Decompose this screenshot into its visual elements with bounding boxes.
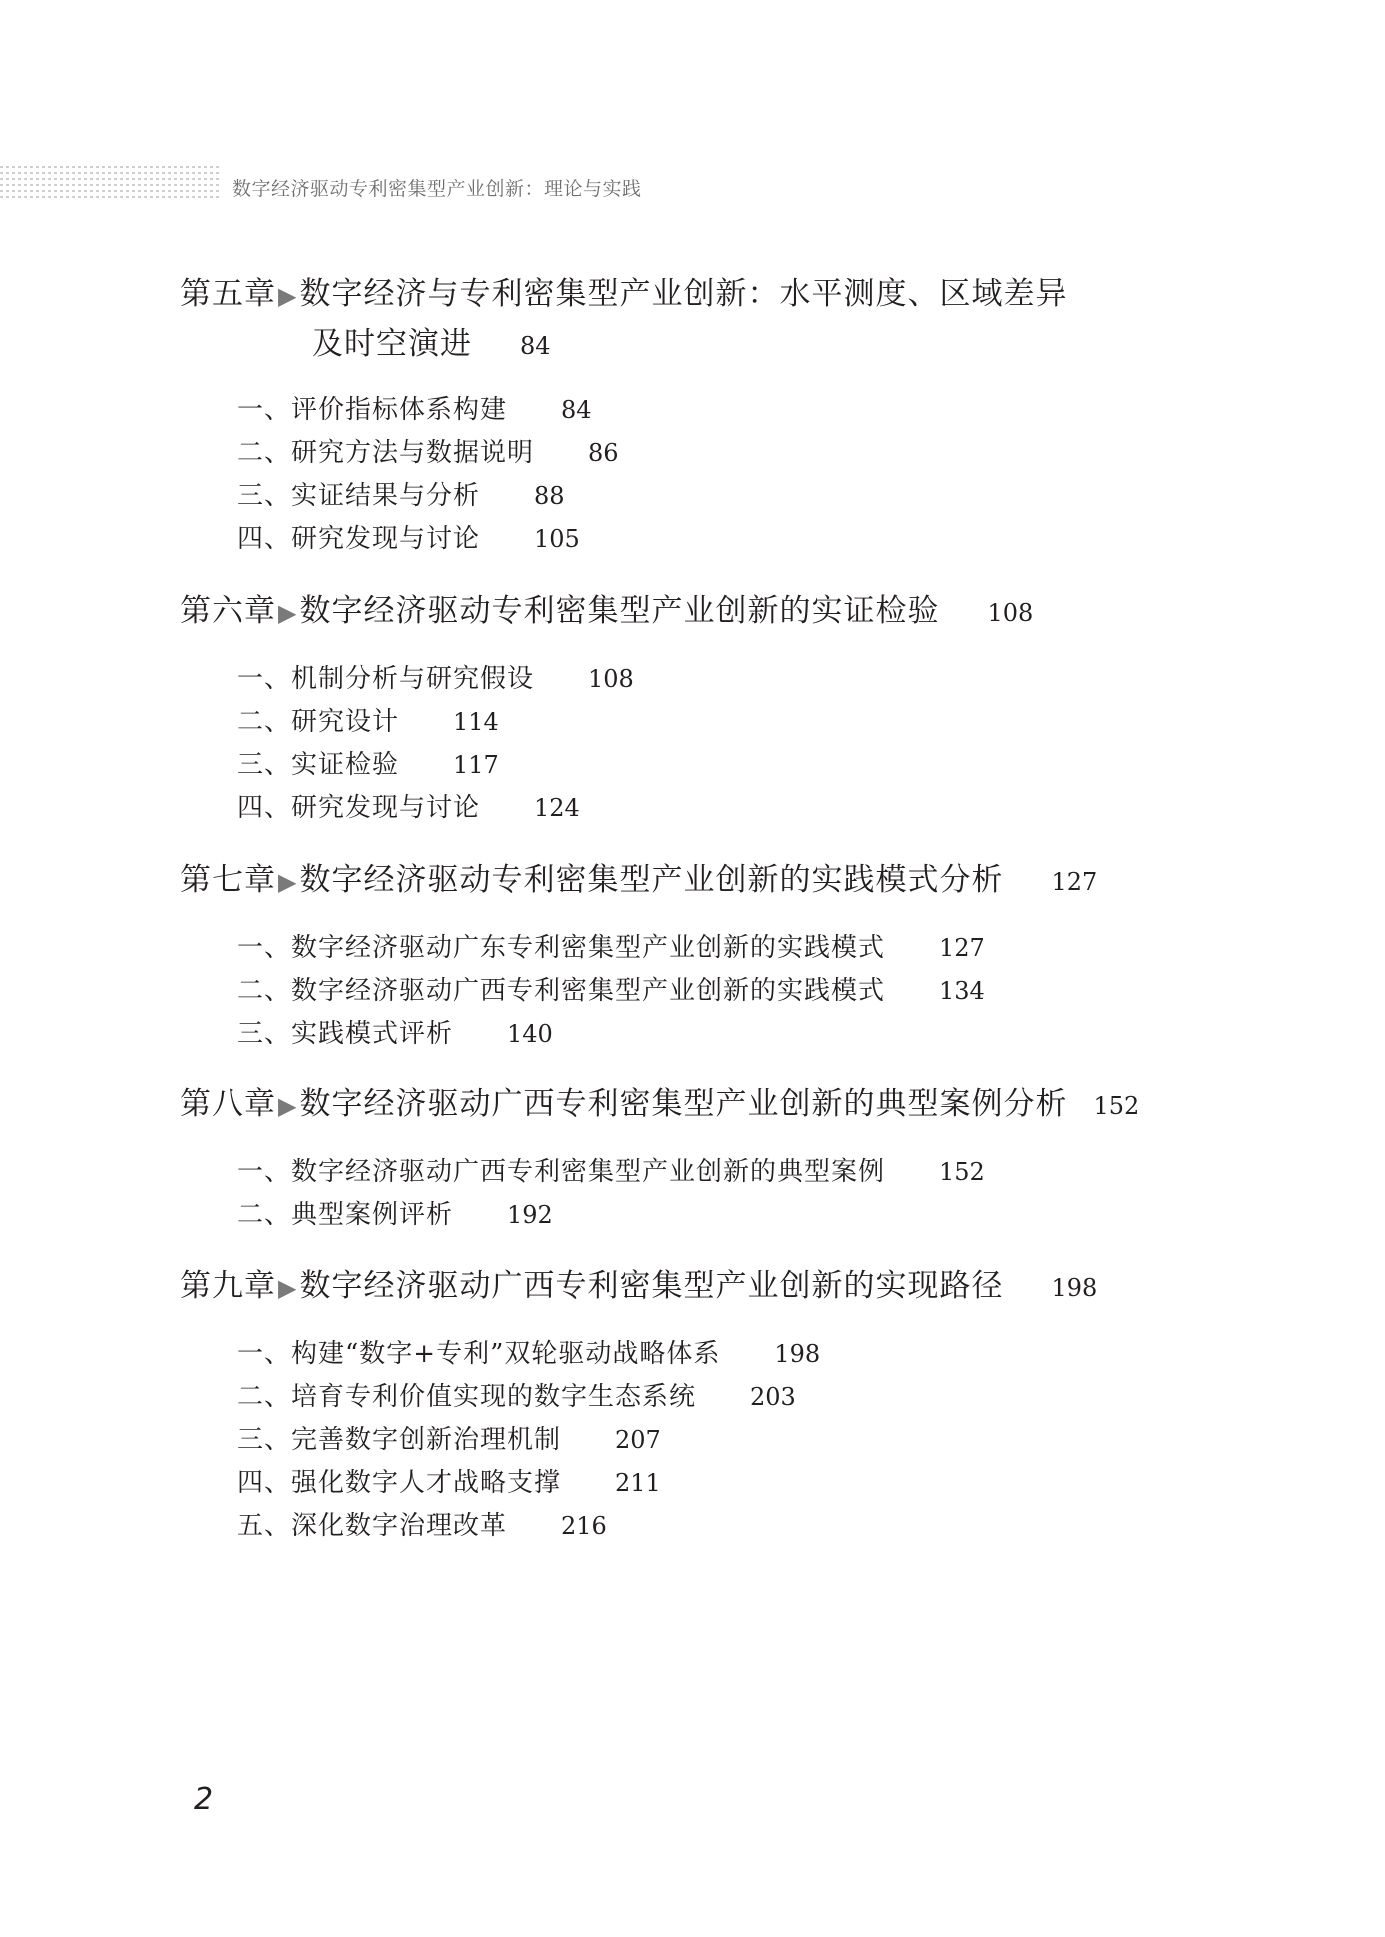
section-title: 二、研究方法与数据说明 [237,438,535,468]
chapter-arrow-icon: ▶ [278,1274,298,1302]
toc-chapter-5-continued[interactable] [312,318,551,363]
header-decoration [0,166,222,206]
page-number: 84 [561,396,592,424]
toc-section[interactable] [237,1419,661,1456]
section-title: 一、数字经济驱动广西专利密集型产业创新的典型案例 [237,1157,886,1187]
toc-section[interactable] [237,658,634,695]
chapter-title: 数字经济驱动广西专利密集型产业创新的典型案例分析 [299,1086,1068,1122]
toc-section[interactable] [237,927,985,964]
toc-chapter-9[interactable] [180,1260,1097,1305]
page-number: 114 [453,708,499,736]
section-title: 三、完善数字创新治理机制 [237,1425,562,1455]
page-number: 134 [939,977,985,1005]
page-number: 198 [774,1340,821,1368]
page-folio: 2 [194,1782,214,1817]
page-number: 127 [939,934,985,962]
page-number: 124 [534,794,580,822]
page-number: 117 [453,751,499,779]
toc-section[interactable] [237,701,499,738]
chapter-title: 数字经济与专利密集型产业创新：水平测度、区域差异 [299,276,1068,312]
section-title: 三、实证结果与分析 [237,481,481,511]
toc-section[interactable] [237,1151,985,1188]
page-number: 216 [561,1512,607,1540]
section-title: 二、研究设计 [237,707,400,737]
page-number: 152 [939,1158,985,1186]
toc-section[interactable] [237,1505,607,1542]
chapter-arrow-icon: ▶ [278,868,298,896]
toc-chapter-7[interactable] [180,854,1097,899]
chapter-label: 第五章 [180,276,276,312]
section-title: 一、评价指标体系构建 [237,395,508,425]
toc-section[interactable] [237,1462,661,1499]
section-title: 三、实践模式评析 [237,1019,454,1049]
section-title: 四、研究发现与讨论 [237,793,481,823]
chapter-arrow-icon: ▶ [278,282,298,310]
section-title: 二、典型案例评析 [237,1200,454,1230]
section-title: 四、强化数字人才战略支撑 [237,1468,562,1498]
page-number: 108 [987,599,1034,627]
chapter-title: 数字经济驱动专利密集型产业创新的实践模式分析 [299,862,1004,898]
page-number: 108 [588,665,634,693]
page-number: 88 [534,482,565,510]
chapter-arrow-icon: ▶ [278,599,298,627]
page-number: 140 [507,1020,553,1048]
chapter-arrow-icon: ▶ [278,1092,298,1120]
toc-section[interactable] [237,1376,796,1413]
toc-section[interactable] [237,389,592,426]
running-head: 数字经济驱动专利密集型产业创新：理论与实践 [232,178,642,200]
page-number: 207 [615,1426,661,1454]
toc-section[interactable] [237,1194,553,1231]
toc-chapter-8[interactable] [180,1078,1139,1123]
toc-section[interactable] [237,970,985,1007]
toc-section[interactable] [237,518,580,555]
chapter-label: 第七章 [180,862,276,898]
chapter-title-cont: 及时空演进 [312,326,472,362]
chapter-title: 数字经济驱动广西专利密集型产业创新的实现路径 [299,1268,1004,1304]
toc-section[interactable] [237,744,499,781]
page-number: 86 [588,439,619,467]
toc-section[interactable] [237,475,565,512]
toc-section[interactable] [237,1013,553,1050]
page-number: 198 [1051,1274,1098,1302]
toc-chapter-6[interactable] [180,585,1033,630]
toc-chapter-5[interactable] [180,268,1067,313]
chapter-label: 第八章 [180,1086,276,1122]
page-number: 127 [1051,868,1098,896]
page-number: 203 [750,1383,796,1411]
page-number: 211 [615,1469,661,1497]
toc-section[interactable] [237,1333,820,1370]
chapter-title: 数字经济驱动专利密集型产业创新的实证检验 [299,593,940,629]
chapter-label: 第六章 [180,593,276,629]
toc-section[interactable] [237,787,580,824]
chapter-label: 第九章 [180,1268,276,1304]
toc-section[interactable] [237,432,619,469]
page-number: 192 [507,1201,553,1229]
section-title: 四、研究发现与讨论 [237,524,481,554]
section-title: 一、数字经济驱动广东专利密集型产业创新的实践模式 [237,933,886,963]
section-title: 一、机制分析与研究假设 [237,664,535,694]
section-title: 三、实证检验 [237,750,400,780]
section-title: 五、深化数字治理改革 [237,1511,508,1541]
page-number: 84 [520,332,551,360]
section-title: 二、培育专利价值实现的数字生态系统 [237,1382,697,1412]
section-title: 二、数字经济驱动广西专利密集型产业创新的实践模式 [237,976,886,1006]
page-number: 152 [1093,1092,1140,1120]
page-number: 105 [534,525,580,553]
section-title: 一、构建“数字+专利”双轮驱动战略体系 [237,1339,721,1369]
